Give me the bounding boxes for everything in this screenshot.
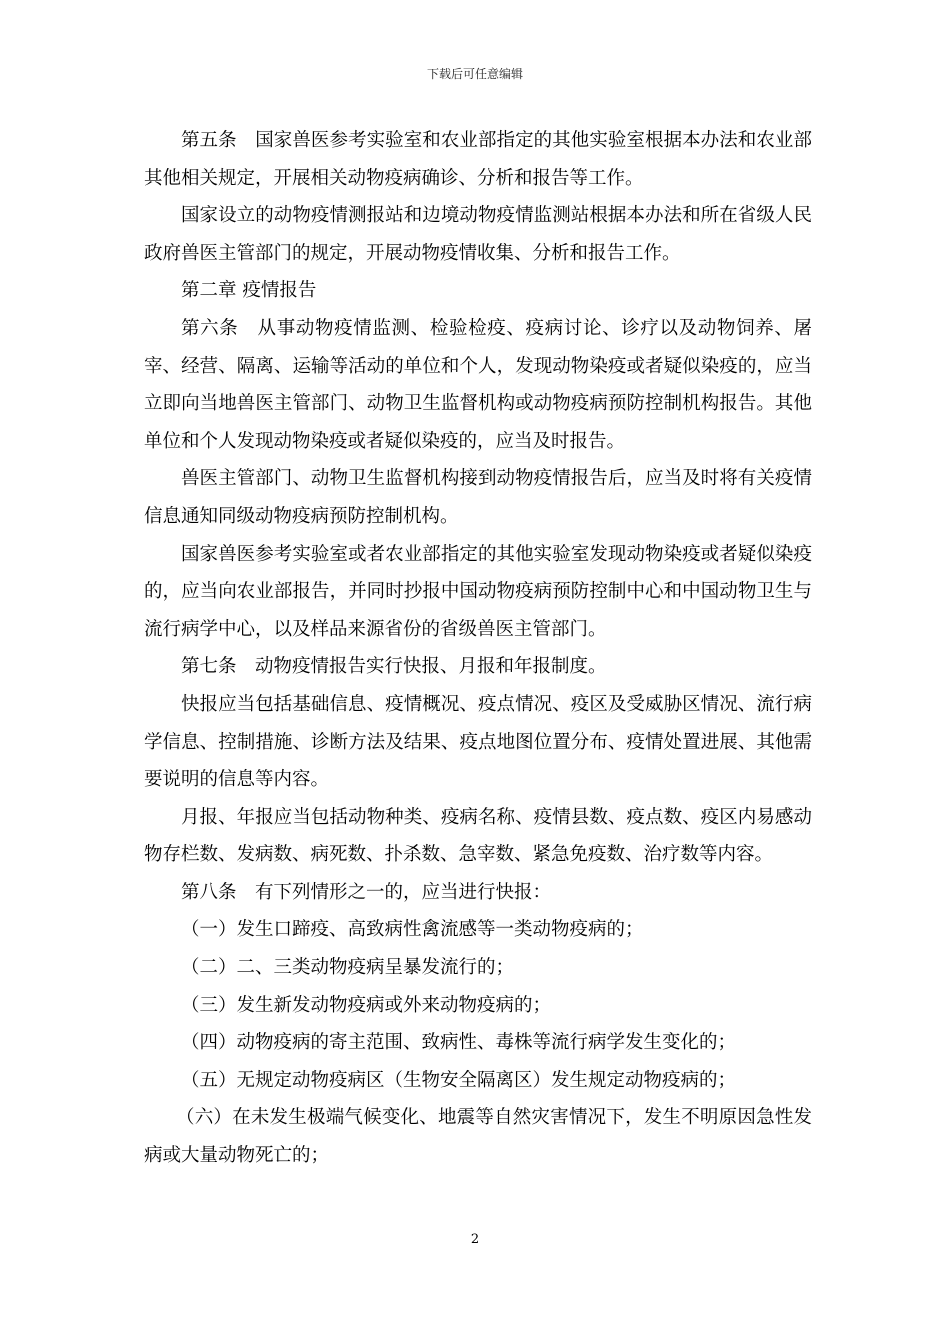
list-item-1: （一）发生口蹄疫、高致病性禽流感等一类动物疫病的； — [181, 919, 644, 941]
page-header-note: 下载后可任意编辑 — [426, 67, 523, 81]
monitoring-stations-paragraph: 国家设立的动物疫情测报站和边境动物疫情监测站根据本办法和所在省级人民政府兽医主管部门的规定，开展动物疫情收集、分析和报告工作。 — [144, 205, 812, 264]
monthly-annual-report-paragraph: 月报、年报应当包括动物种类、疫病名称、疫情县数、疫点数、疫区内易感动物存栏数、发病数、病死数、扑杀数、急宰数、紧急免疫数、治疗数等内容。 — [144, 806, 812, 866]
quick-report-paragraph: 快报应当包括基础信息、疫情概况、疫点情况、疫区及受威胁区情况、流行病学信息、控制措施、诊断方法及结果、疫点地图位置分布、疫情处置进展、其他需要说明的信息等内容。 — [144, 693, 812, 791]
notification-paragraph: 兽医主管部门、动物卫生监督机构接到动物疫情报告后，应当及时将有关疫情信息通知同级动物疫病预防控制机构。 — [144, 468, 812, 527]
document-body — [144, 122, 812, 1175]
chapter-2-heading: 第二章 疫情报告 — [181, 280, 317, 302]
page-number: 2 — [470, 1232, 480, 1247]
article-8-paragraph: 第八条 有下列情形之一的，应当进行快报： — [181, 881, 552, 903]
laboratory-report-paragraph: 国家兽医参考实验室或者农业部指定的其他实验室发现动物染疫或者疑似染疫的，应当向农业部报告，并同时抄报中国动物疫病预防控制中心和中国动物卫生与流行病学中心，以及样品来源省份的省级兽医主管部门。 — [144, 543, 812, 640]
list-item-3: （三）发生新发动物疫病或外来动物疫病的； — [181, 994, 552, 1016]
list-item-4: （四）动物疫病的寄主范围、致病性、毒株等流行病学发生变化的； — [181, 1032, 737, 1054]
list-item-2: （二）二、三类动物疫病呈暴发流行的； — [181, 957, 515, 979]
list-item-5: （五）无规定动物疫病区（生物安全隔离区）发生规定动物疫病的； — [181, 1069, 737, 1091]
article-7-paragraph: 第七条 动物疫情报告实行快报、月报和年报制度。 — [181, 656, 607, 678]
article-6-paragraph: 第六条 从事动物疫情监测、检验检疫、疫病讨论、诊疗以及动物饲养、屠宰、经营、隔离、运输等活动的单位和个人，发现动物染疫或者疑似染疫的，应当立即向当地兽医主管部门、动物卫生监督机构或动物疫病预防控制机构报告。其他单位和个人发现动物染疫或者疑似染疫的，应当及时报告。 — [144, 317, 812, 452]
article-5-paragraph: 第五条 国家兽医参考实验室和农业部指定的其他实验室根据本办法和农业部其他相关规定，开展相关动物疫病确诊、分析和报告等工作。 — [144, 130, 812, 189]
list-item-6: （六）在未发生极端气候变化、地震等自然灾害情况下，发生不明原因急性发病或大量动物死亡的； — [144, 1107, 812, 1167]
